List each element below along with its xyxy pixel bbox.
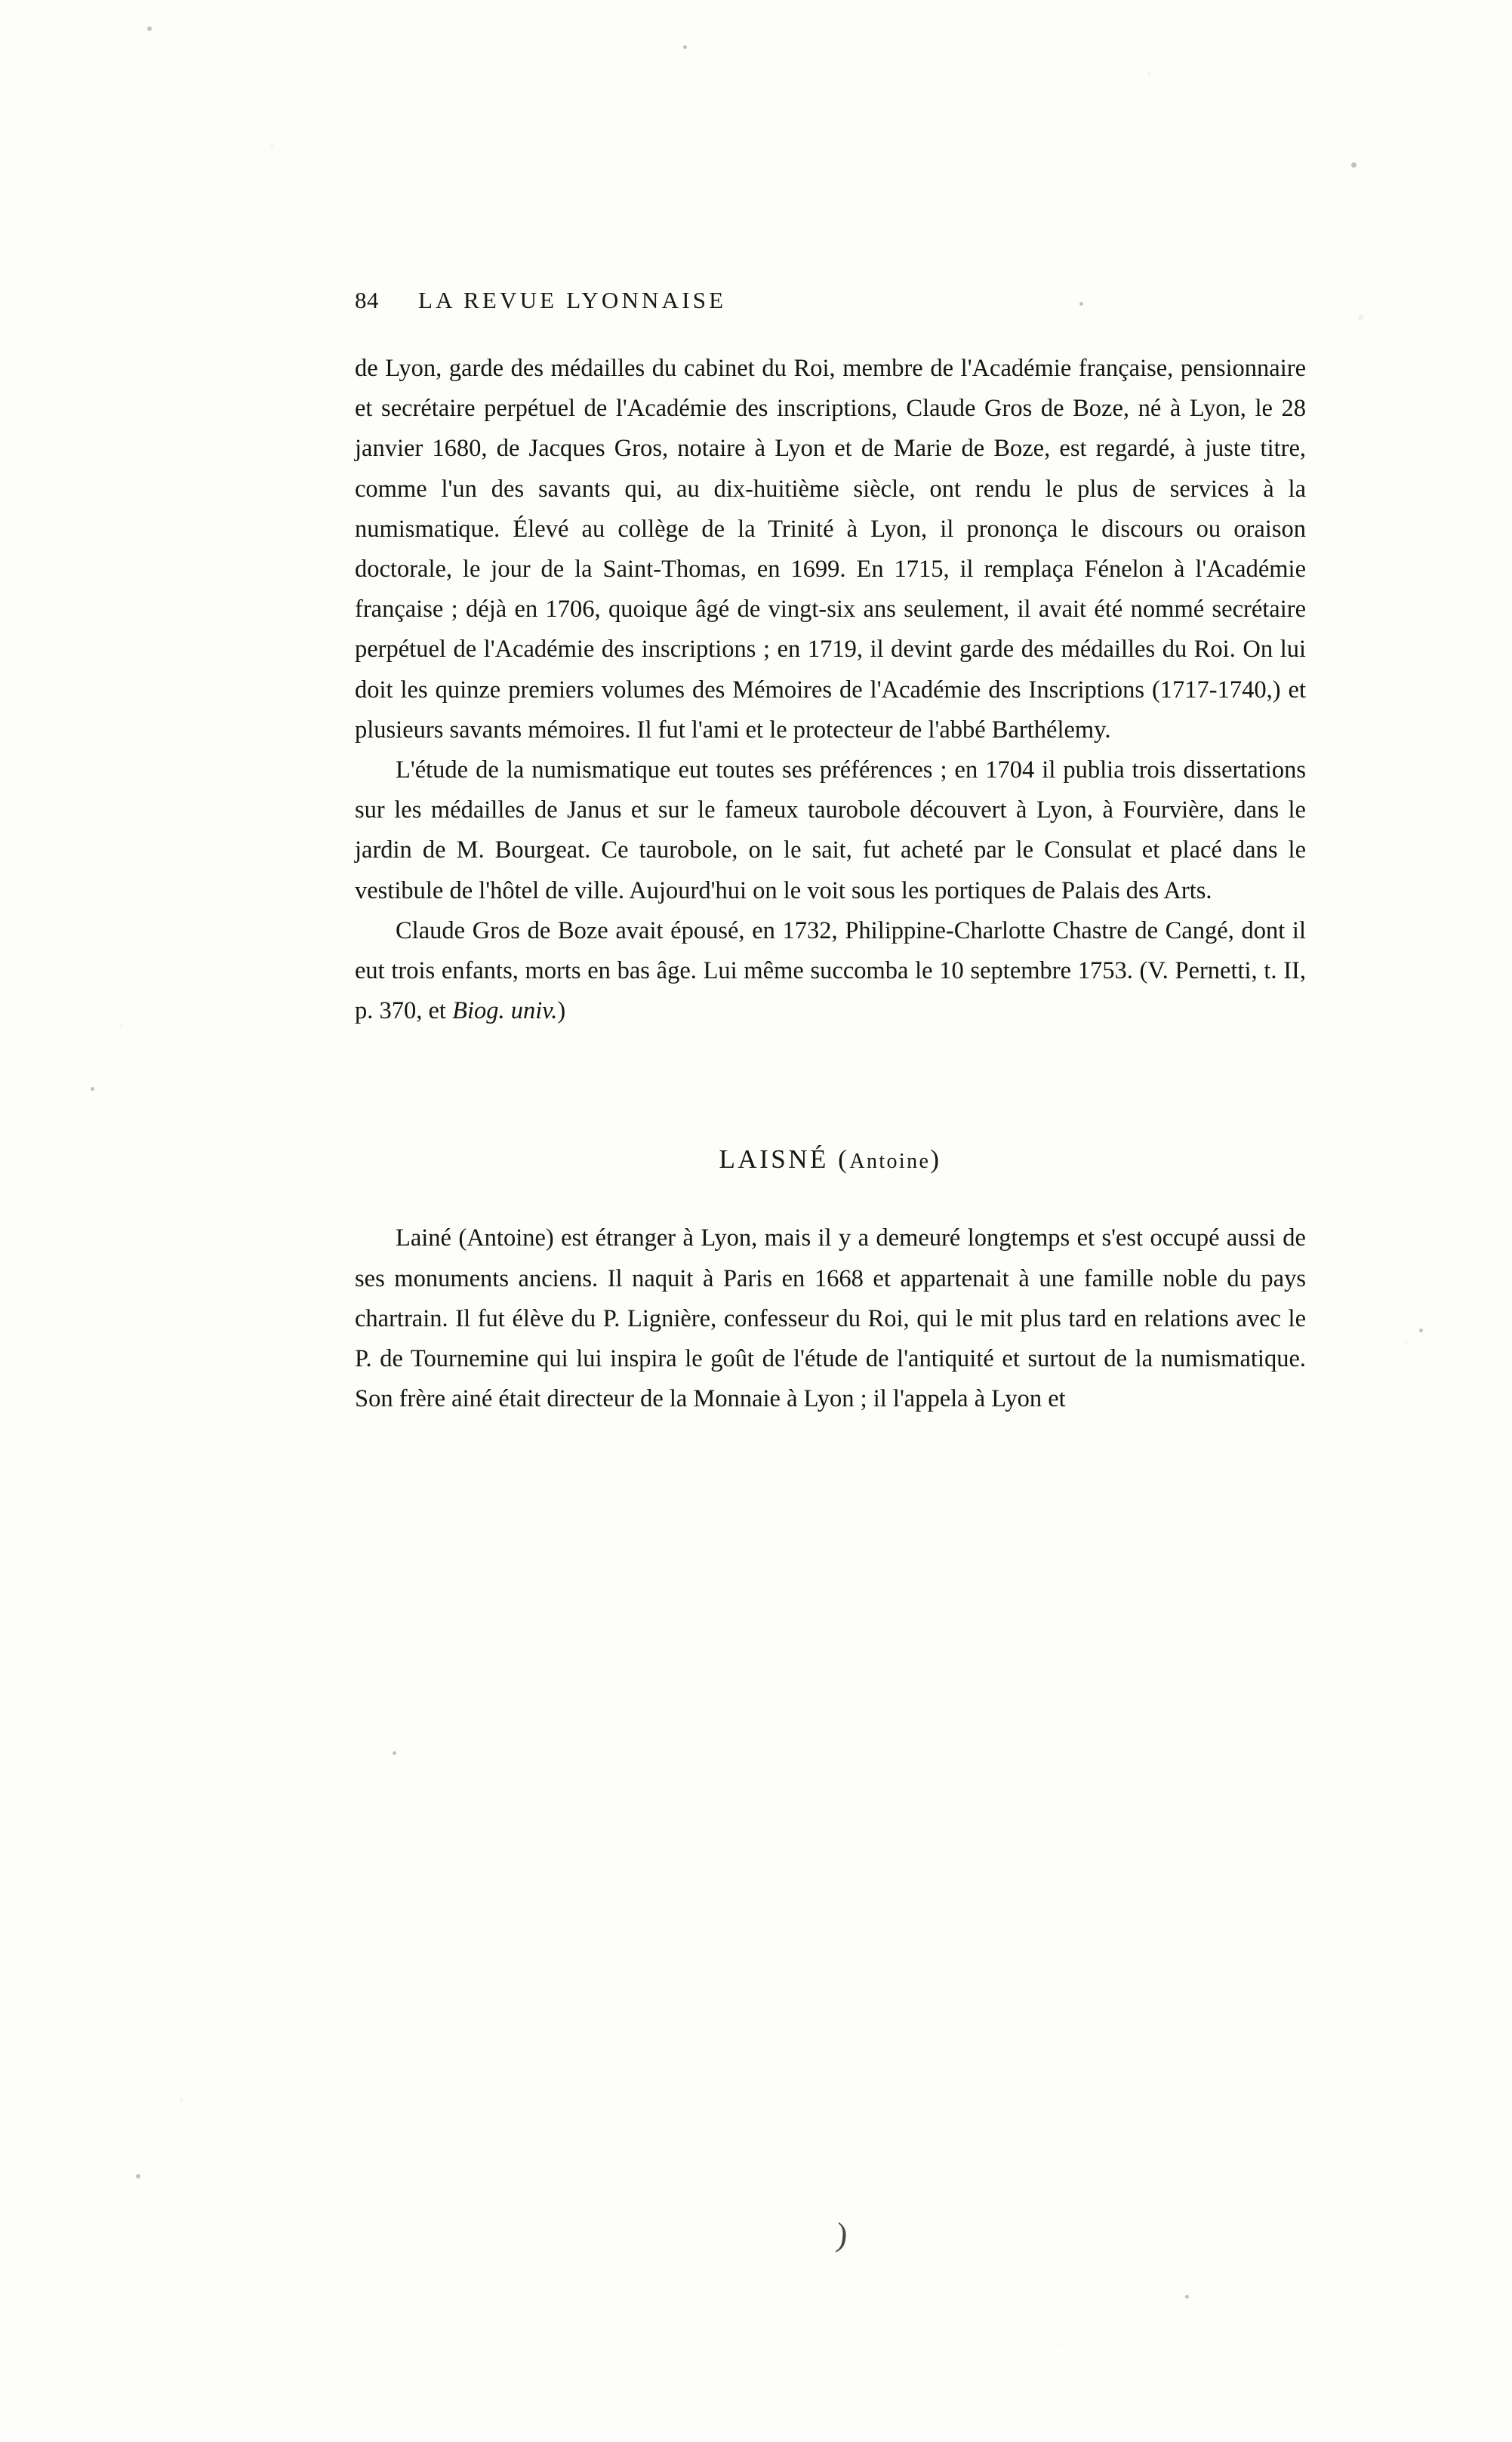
section-heading-paren-close: ) [930, 1144, 942, 1175]
page-content [355, 287, 1306, 1419]
paper-speck [136, 2174, 140, 2179]
section-heading [355, 1144, 1306, 1175]
paper-speck [1351, 162, 1356, 168]
paragraph-3-text: Claude Gros de Boze avait épousé, en 1732, Philippine-Charlotte Chastre de Cangé, dont il eut trois enfants, morts en bas âge. Lui même succomba le 10 septembre 1753. (V. Pernetti, t. II, p. 370, et [355, 916, 1306, 1025]
page-header [355, 287, 1306, 314]
paragraph-3-italic-ref: Biog. univ. [452, 997, 558, 1025]
section-heading-paren-open: ( [838, 1144, 850, 1175]
paragraph-3 [355, 911, 1306, 1032]
paper-speck [1185, 2295, 1189, 2299]
paper-speck [393, 1751, 396, 1755]
margin-pen-mark: ) [834, 2216, 850, 2254]
running-title: LA REVUE LYONNAISE [418, 287, 727, 313]
paper-speck [91, 1087, 94, 1091]
paragraph-1: de Lyon, garde des médailles du cabinet du Roi, membre de l'Académie française, pensionnaire et secrétaire perpétuel de l'Académie des inscriptions, Claude Gros de Boze, né à Lyon, le 28 janvier 1680, de Jacques Gros, notaire à Lyon et de Marie de Boze, est regardé, à juste titre, comme l'un des savants qui, au dix-huitième siècle, ont rendu le plus de services à la numismatique. Élevé au collège de la Trinité à Lyon, il prononça le discours ou oraison doctorale, le jour de la Saint-Thomas, en 1699. En 1715, il remplaça Fénelon à l'Académie française ; déjà en 1706, quoique âgé de vingt-six ans seulement, il avait été nommé secrétaire perpétuel de l'Académie des inscriptions ; en 1719, il devint garde des médailles du Roi. On lui doit les quinze premiers volumes des Mémoires de l'Académie des Inscriptions (1717-1740,) et plusieurs savants mémoires. Il fut l'ami et le protecteur de l'abbé Barthélemy. [355, 355, 1306, 744]
paragraph-3-tail: ) [557, 997, 566, 1025]
paper-speck [147, 26, 152, 31]
section-heading-firstname: Antoine [849, 1150, 931, 1174]
paper-speck [1419, 1329, 1423, 1332]
page-number: 84 [355, 287, 379, 313]
paper-speck [683, 45, 687, 49]
section-heading-name: LAISNÉ [719, 1144, 829, 1175]
paragraph-2: L'étude de la numismatique eut toutes ses préférences ; en 1704 il publia trois dissertations sur les médailles de Janus et sur le fameux taurobole découvert à Lyon, à Fourvière, dans le jardin de M. Bourgeat. Ce taurobole, on le sait, fut acheté par le Consulat et placé dans le vestibule de l'hôtel de ville. Aujourd'hui on le voit sous les portiques de Palais des Arts. [355, 756, 1306, 904]
section-paragraph-1: Lainé (Antoine) est étranger à Lyon, mais il y a demeuré longtemps et s'est occupé aussi de ses monuments anciens. Il naquit à Paris en 1668 et appartenait à une famille noble du pays chartrain. Il fut élève du P. Lignière, confesseur du Roi, qui le mit plus tard en relations avec le P. de Tournemine qui lui inspira le goût de l'étude de l'antiquité et surtout de la numismatique. Son frère ainé était directeur de la Monnaie à Lyon ; il l'appela à Lyon et [355, 1224, 1306, 1413]
